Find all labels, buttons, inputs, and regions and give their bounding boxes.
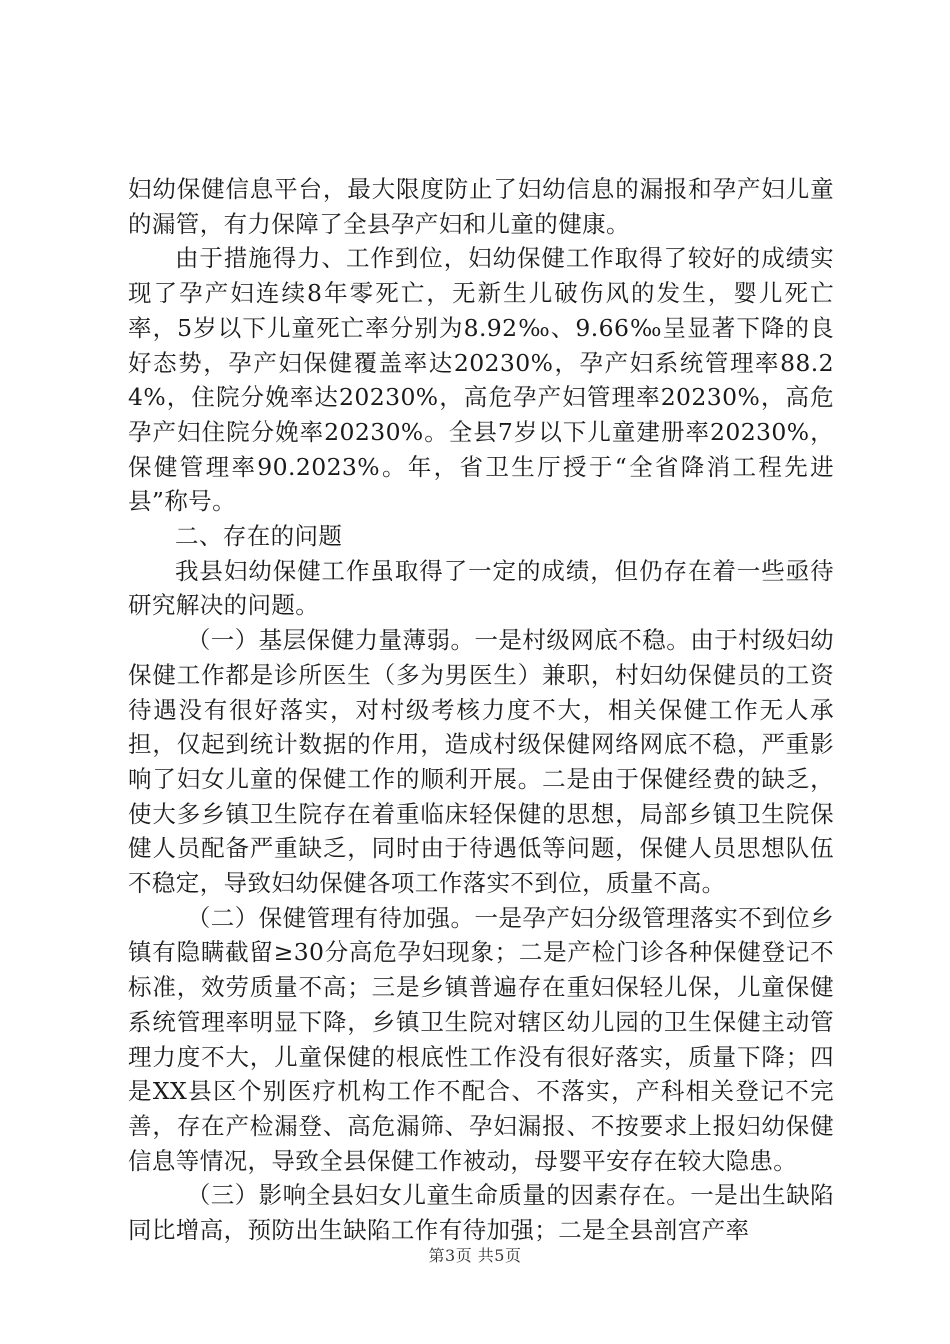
paragraph-problem-1: （一）基层保健力量薄弱。一是村级网底不稳。由于村级妇幼保健工作都是诊所医生（多为男医生）兼职，村妇幼保健员的工资待遇没有很好落实，对村级考核力度不大，相关保健工作无人承担，仅起到统计数据的作用，造成村级保健网络网底不稳，严重影响了妇女儿童的保健工作的顺利开展。二是由于保健经费的缺乏，使大多乡镇卫生院存在着重临床轻保健的思想，局部乡镇卫生院保健人员配备严重缺乏，同时由于待遇低等问题，保健人员思想队伍不稳定，导致妇幼保健各项工作落实不到位，质量不高。: [128, 626, 834, 898]
paragraph-problem-2: （二）保健管理有待加强。一是孕产妇分级管理落实不到位乡镇有隐瞒截留≥30分高危孕妇现象；二是产检门诊各种保健登记不标准，效劳质量不高；三是乡镇普遍存在重妇保轻儿保，儿童保健系统管理率明显下降，乡镇卫生院对辖区幼儿园的卫生保健主动管理力度不大，儿童保健的根底性工作没有很好落实，质量下降；四是XX县区个别医疗机构工作不配合、不落实，产科相关登记不完善，存在产检漏登、高危漏筛、孕妇漏报、不按要求上报妇幼保健信息等情况，导致全县保健工作被动，母婴平安存在较大隐患。: [128, 903, 834, 1175]
paragraph-achievements: 由于措施得力、工作到位，妇幼保健工作取得了较好的成绩实现了孕产妇连续8年零死亡，无新生儿破伤风的发生，婴儿死亡率，5岁以下儿童死亡率分别为8.92‰、9.66‰呈显著下降的良好态势，孕产妇保健覆盖率达20230%，孕产妇系统管理率88.24%，住院分娩率达20230%，高危孕产妇管理率20230%，高危孕产妇住院分娩率20230%。全县7岁以下儿童建册率20230%，保健管理率90.2023%。年，省卫生厅授于“全省降消工程先进县”称号。: [128, 244, 834, 516]
paragraph-problem-3: （三）影响全县妇女儿童生命质量的因素存在。一是出生缺陷同比增高，预防出生缺陷工作有待加强；二是全县剖宫产率: [128, 1181, 834, 1245]
paragraph-problems-intro: 我县妇幼保健工作虽取得了一定的成绩，但仍存在着一些亟待研究解决的问题。: [128, 556, 834, 620]
document-body: [128, 172, 834, 1248]
paragraph-platform: 妇幼保健信息平台，最大限度防止了妇幼信息的漏报和孕产妇儿童的漏管，有力保障了全县孕产妇和儿童的健康。: [128, 175, 834, 238]
page-footer: 第3页 共5页: [428, 1246, 522, 1265]
section-heading-problems: 二、存在的问题: [175, 522, 343, 551]
